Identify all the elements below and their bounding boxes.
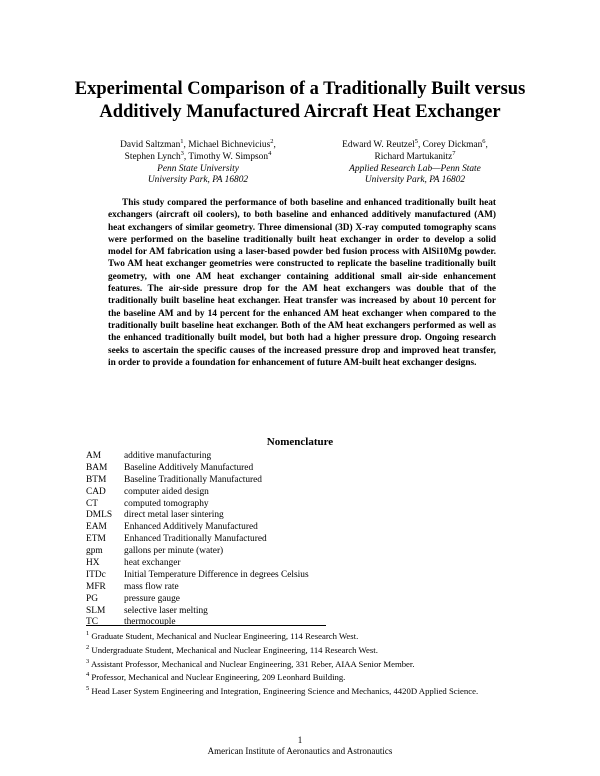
nomenclature-item <box>86 534 309 546</box>
nomenclature-item <box>86 582 309 594</box>
nomenclature-item <box>86 594 309 606</box>
nomenclature-item <box>86 617 309 629</box>
nomenclature-definition: gallons per minute (water) <box>124 546 224 557</box>
nomenclature-item <box>86 463 309 475</box>
nomenclature-abbr: DMLS <box>86 510 113 521</box>
footnote-number: 4 <box>86 671 90 679</box>
abstract: This study compared the performance of both baseline and enhanced traditionally built heat exchangers (aircraft oil coolers), to both baseline and enhanced additively manufactured (AM) heat exchangers of similar geometry. Three dimensional (3D) X-ray computed tomography scans were performed on the baseline traditionally built heat exchanger in order to develop a solid model for AM fabrication using a laser-based powder bed fusion process with AlSi10Mg powder. Two AM heat exchanger geometries were constructed to replicate the baseline traditionally built geometry, with one AM heat exchanger containing additional small air-side enhancement features. The air-side pressure drop for the AM heat exchangers was double that of the traditionally built baseline heat exchanger. Heat transfer was increased by about 10 percent for the baseline AM and by 14 percent for the enhanced AM heat exchanger when compared to the traditionally built baseline heat exchanger. Both of the AM heat exchangers performed as well as the enhanced traditionally built model, but both had a higher pressure drop. Ongoing research seeks to ascertain the specific causes of the increased pressure drop and improved heat transfer, in order to provide a foundation for enhancement of future AM-built heat exchanger designs. <box>108 198 496 368</box>
nomenclature-definition: pressure gauge <box>124 593 180 604</box>
author-line: Edward W. Reutzel$^5$, Corey Dickman$^6$, <box>342 137 488 150</box>
nomenclature-item <box>86 510 309 522</box>
nomenclature-definition: heat exchanger <box>124 558 181 569</box>
nomenclature-abbr: EAM <box>86 522 107 533</box>
nomenclature-abbr: CAD <box>86 486 106 497</box>
nomenclature-definition: Enhanced Additively Manufactured <box>124 522 258 533</box>
footnote-divider <box>86 625 326 626</box>
footnote-number: 3 <box>86 657 90 665</box>
nomenclature-item <box>86 558 309 570</box>
nomenclature-definition: thermocouple <box>124 617 176 628</box>
nomenclature-abbr: TC <box>86 617 98 628</box>
authors-block-left <box>98 137 298 187</box>
nomenclature-item <box>86 487 309 499</box>
nomenclature-definition: additive manufacturing <box>124 451 212 461</box>
nomenclature-abbr: SLM <box>86 605 106 616</box>
affiliation-line: Penn State University <box>157 163 239 174</box>
nomenclature-definition: Baseline Additively Manufactured <box>124 462 254 473</box>
affiliation-address: University Park, PA 16802 <box>147 175 249 186</box>
title-line-2: Additively Manufactured Aircraft Heat Exchanger <box>99 102 501 122</box>
footnote-text: Undergraduate Student, Mechanical and Nuclear Engineering, 114 Research West. <box>89 644 378 655</box>
nomenclature-abbr: HX <box>86 558 100 569</box>
nomenclature-item <box>86 522 309 534</box>
affiliation-address: University Park, PA 16802 <box>364 175 466 186</box>
nomenclature-item <box>86 546 309 558</box>
paper-title <box>40 78 560 124</box>
footnote-text: Graduate Student, Mechanical and Nuclear Engineering, 114 Research West. <box>89 631 359 641</box>
footnote-number: 2 <box>86 643 90 651</box>
nomenclature-item <box>86 570 309 582</box>
nomenclature-abbr: BAM <box>86 462 108 473</box>
nomenclature-abbr: PG <box>86 593 98 604</box>
nomenclature-item <box>86 451 309 463</box>
nomenclature-item <box>86 475 309 487</box>
nomenclature-definition: Initial Temperature Difference in degrees Celsius <box>124 569 309 580</box>
nomenclature-definition: computed tomography <box>124 498 209 509</box>
footnote <box>86 685 576 699</box>
author-line: Richard Martukanitz$^7$ <box>374 149 456 162</box>
nomenclature-abbr: AM <box>86 451 102 461</box>
title-line-1: Experimental Comparison of a Traditionally Built versus <box>74 79 526 99</box>
page-number: 1 <box>297 735 303 745</box>
organization-footer: American Institute of Aeronautics and Astronautics <box>207 746 393 756</box>
footnote <box>86 671 576 685</box>
footnote-number: 5 <box>86 685 90 693</box>
nomenclature-definition: selective laser melting <box>124 605 208 616</box>
nomenclature-abbr: BTM <box>86 474 107 485</box>
nomenclature-abbr: ITDc <box>86 569 106 580</box>
nomenclature-item <box>86 499 309 511</box>
footnote-number: 1 <box>86 630 90 638</box>
nomenclature-definition: Baseline Traditionally Manufactured <box>124 474 262 485</box>
nomenclature-item <box>86 606 309 618</box>
footnotes <box>86 630 576 699</box>
nomenclature-definition: mass flow rate <box>124 581 179 592</box>
nomenclature-definition: Enhanced Traditionally Manufactured <box>124 534 267 545</box>
nomenclature-definition: computer aided design <box>124 486 209 497</box>
footnote-text: Professor, Mechanical and Nuclear Engineering, 209 Leonhard Building. <box>89 672 346 683</box>
author-line: David Saltzman$^1$, Michael Bichnevicius$^2$, <box>120 137 276 150</box>
nomenclature-abbr: gpm <box>86 546 103 557</box>
nomenclature-list <box>86 451 309 629</box>
authors-block-right <box>315 137 515 187</box>
footnote <box>86 658 576 672</box>
footnote <box>86 630 576 644</box>
footnote-text: Head Laser System Engineering and Integration, Engineering Science and Mechanics, 4420D Applied Science. <box>89 686 479 697</box>
nomenclature-abbr: CT <box>86 498 98 509</box>
nomenclature-definition: direct metal laser sintering <box>124 510 224 521</box>
nomenclature-abbr: MFR <box>86 581 106 592</box>
nomenclature-heading: Nomenclature <box>266 436 334 448</box>
affiliation-line: Applied Research Lab—Penn State <box>349 163 481 174</box>
nomenclature-abbr: ETM <box>86 534 106 545</box>
author-line: Stephen Lynch$^3$, Timothy W. Simpson$^4$ <box>124 149 272 162</box>
footnote-text: Assistant Professor, Mechanical and Nuclear Engineering, 331 Reber, AIAA Senior Member. <box>89 658 415 669</box>
footnote <box>86 644 576 658</box>
